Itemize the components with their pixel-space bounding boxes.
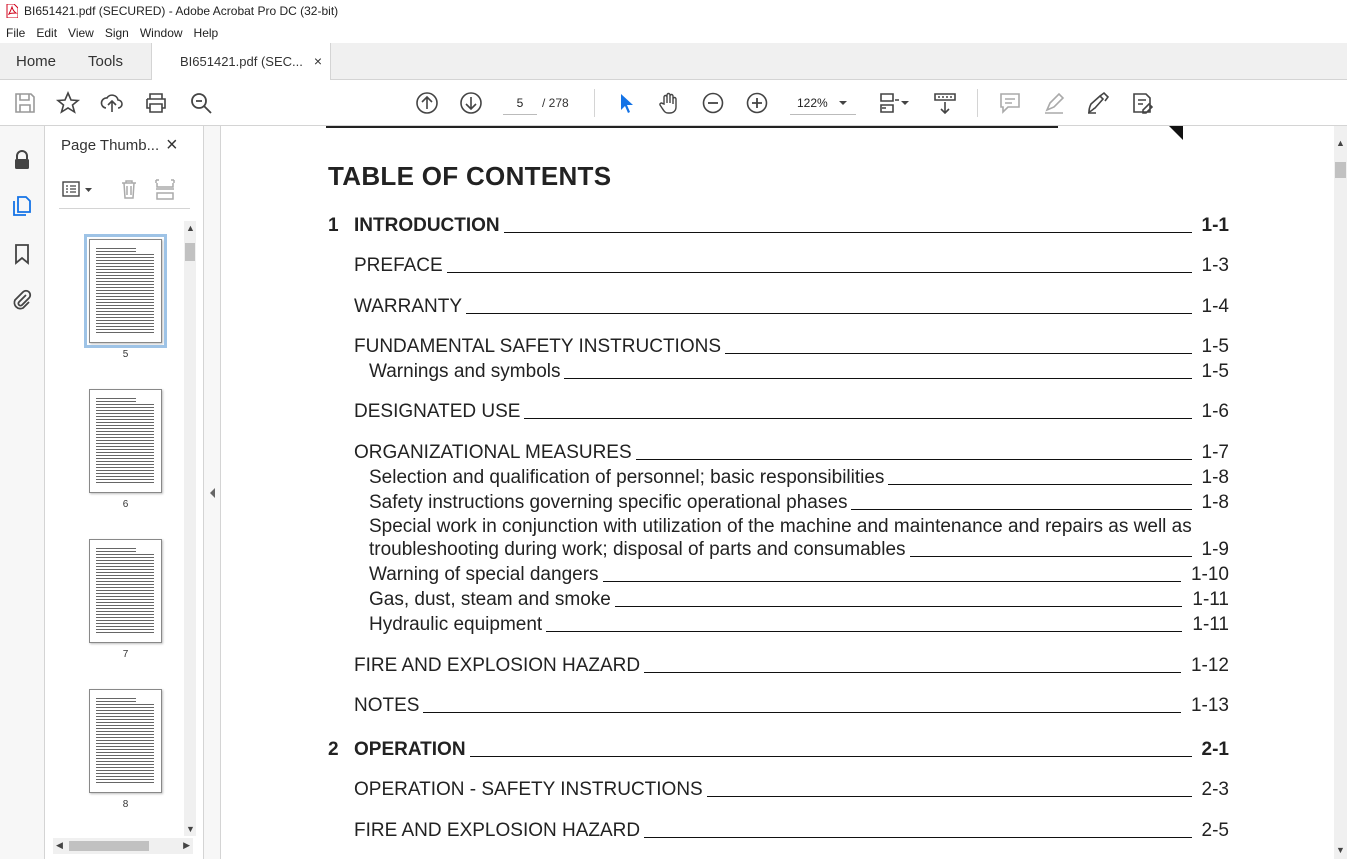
zoom-in-icon[interactable] [744, 90, 770, 116]
thumbnail-text-line [96, 575, 154, 576]
page-number-input[interactable]: 5 [503, 91, 537, 115]
thumbnail-text-line [96, 710, 154, 711]
page-thumbnail-number: 7 [122, 649, 129, 660]
thumbnail-text-line [96, 704, 154, 705]
toc-leader-line [466, 313, 1192, 314]
toc-entry[interactable] [369, 492, 1229, 514]
thumbnail-text-line [96, 611, 154, 612]
toc-entry[interactable] [354, 336, 1229, 358]
page-thumbnail-number: 8 [122, 799, 129, 810]
tab-close-icon[interactable]: × [313, 53, 322, 69]
thumbnail-text-line [96, 749, 154, 750]
toc-leader-line [910, 556, 1192, 557]
thumbnail-text-line [96, 437, 154, 438]
thumbnail-horizontal-scrollbar[interactable]: ◀ ▶ [53, 838, 193, 854]
page-corner-mark [1169, 126, 1185, 142]
thumbnail-text-line [96, 425, 154, 426]
thumbnail-text-line [96, 782, 154, 783]
thumbnail-text-line [96, 422, 154, 423]
thumbnail-text-line [96, 581, 154, 582]
thumbnail-text-line [96, 608, 154, 609]
toc-page-number: 1-6 [1201, 401, 1229, 422]
page-thumbnail[interactable] [89, 539, 162, 643]
thumbnail-text-line [96, 440, 154, 441]
left-rail [0, 126, 45, 859]
toc-entry[interactable] [369, 539, 1229, 561]
toc-entry-label: Selection and qualification of personnel; basic responsibilities [369, 467, 885, 488]
toc-chapter-number: 2 [328, 739, 339, 760]
toc-page-number: 2-5 [1201, 820, 1229, 841]
toc-entry-label: ORGANIZATIONAL MEASURES [354, 442, 632, 463]
highlight-pen-icon[interactable] [1041, 90, 1067, 116]
toc-entry[interactable] [328, 215, 1229, 237]
toc-page-number: 1-12 [1190, 655, 1229, 676]
page-top-rule [326, 126, 1058, 128]
document-scrollbar[interactable]: ▲ ▼ [1334, 126, 1347, 859]
toc-leader-line [423, 712, 1181, 713]
thumbnail-text-line [96, 290, 154, 291]
thumbnail-text-line [96, 326, 154, 327]
toc-entry[interactable] [354, 779, 1229, 801]
thumbnail-text-line [96, 452, 154, 453]
toolbar-separator [977, 89, 978, 117]
toc-title: TABLE OF CONTENTS [328, 161, 612, 191]
toc-leader-line [447, 272, 1192, 273]
toc-leader-line [888, 484, 1191, 485]
page-fit-chevron-icon[interactable] [898, 96, 912, 110]
thumbnail-text-line [96, 467, 154, 468]
main-toolbar [0, 80, 1347, 126]
thumbnail-list [45, 221, 185, 836]
toc-leader-line [725, 353, 1192, 354]
toc-leader-line [707, 796, 1192, 797]
thumbnail-text-line [96, 701, 136, 702]
pdf-app-icon [6, 4, 18, 18]
thumbnail-text-line [96, 473, 154, 474]
thumbnail-text-line [96, 761, 154, 762]
thumbnail-text-line [96, 254, 154, 255]
toc-entry-label: PREFACE [354, 255, 443, 276]
thumbnail-text-line [96, 272, 154, 273]
thumbnail-text-line [96, 455, 154, 456]
toc-entry-label: WARRANTY [354, 296, 463, 317]
toc-page-number: 1-8 [1201, 467, 1229, 488]
toc-entry[interactable] [354, 655, 1229, 677]
thumbnail-text-line [96, 260, 154, 261]
menu-help[interactable]: Help [193, 25, 219, 40]
thumbnail-text-line [96, 734, 154, 735]
thumbnail-text-line [96, 314, 154, 315]
toc-leader-line [644, 837, 1191, 838]
thumbnail-text-line [96, 614, 154, 615]
thumbnail-text-line [96, 443, 154, 444]
thumbnail-text-line [96, 416, 154, 417]
thumbnail-text-line [96, 770, 154, 771]
thumbnail-text-line [96, 320, 154, 321]
thumbnail-text-line [96, 431, 154, 432]
thumbnail-text-line [96, 428, 154, 429]
toc-entry-label: OPERATION - SAFETY INSTRUCTIONS [354, 779, 703, 800]
thumbnail-text-line [96, 587, 154, 588]
thumbnail-text-line [96, 605, 154, 606]
menu-view[interactable]: View [68, 25, 94, 40]
toc-leader-line [470, 756, 1192, 757]
fill-sign-icon[interactable] [1129, 90, 1155, 116]
toc-entry-label: FIRE AND EXPLOSION HAZARD [354, 820, 641, 841]
thumbnail-text-line [96, 479, 154, 480]
toc-entry[interactable] [354, 296, 1229, 318]
toc-leader-line [546, 631, 1182, 632]
thumbnail-text-line [96, 317, 154, 318]
window-title: BI651421.pdf (SECURED) - Adobe Acrobat Pro DC (32-bit) [24, 4, 339, 18]
toc-entry-label: Warnings and symbols [369, 361, 561, 382]
delete-page-icon[interactable] [117, 177, 141, 201]
hand-tool-icon[interactable] [656, 90, 682, 116]
thumbnail-text-line [96, 632, 154, 633]
page-thumbnail-number: 6 [122, 499, 129, 510]
menu-file[interactable]: File [6, 25, 26, 40]
thumbnail-text-line [96, 407, 154, 408]
page-thumbnails-panel [45, 126, 204, 859]
thumbnail-text-line [96, 722, 154, 723]
save-icon[interactable] [12, 90, 38, 116]
tab-bar [0, 43, 1347, 80]
thumbnail-text-line [96, 413, 154, 414]
toc-entry-label: Gas, dust, steam and smoke [369, 589, 611, 610]
thumbnail-text-line [96, 470, 154, 471]
panel-close-icon[interactable]: × [166, 134, 178, 156]
thumbnail-text-line [96, 755, 154, 756]
thumbnail-text-line [96, 725, 154, 726]
toc-page-number: 2-3 [1201, 779, 1229, 800]
thumbnail-text-line [96, 275, 154, 276]
thumbnail-text-line [96, 410, 154, 411]
thumbnail-options-icon[interactable] [61, 179, 97, 201]
thumbnail-text-line [96, 482, 154, 483]
thumbnail-text-line [96, 257, 154, 258]
toc-leader-line [524, 418, 1191, 419]
toc-entry[interactable] [354, 255, 1229, 277]
thumbnail-scrollbar[interactable]: ▲ ▼ [186, 223, 195, 834]
thumbnail-text-line [96, 302, 154, 303]
thumbnail-text-line [96, 623, 154, 624]
thumbnail-text-line [96, 461, 154, 462]
thumbnail-text-line [96, 248, 136, 249]
thumbnail-text-line [96, 698, 136, 699]
toc-entry-label: NOTES [354, 695, 420, 716]
menu-window[interactable]: Window [139, 25, 183, 40]
thumbnail-text-line [96, 554, 154, 555]
menu-bar [0, 22, 1347, 43]
toc-entry[interactable] [369, 614, 1229, 636]
toc-entry[interactable] [328, 739, 1229, 761]
thumbnail-text-line [96, 449, 154, 450]
toc-page-number: 1-1 [1201, 215, 1229, 236]
page-total: / 278 [542, 96, 569, 110]
menu-sign[interactable]: Sign [104, 25, 129, 40]
thumbnail-text-line [96, 596, 154, 597]
thumbnail-text-line [96, 329, 154, 330]
thumbnail-text-line [96, 593, 154, 594]
extract-page-icon[interactable] [153, 177, 177, 201]
toc-entry[interactable] [354, 442, 1229, 464]
thumbnail-text-line [96, 458, 154, 459]
thumbnail-text-line [96, 758, 154, 759]
thumbnail-text-line [96, 569, 154, 570]
toc-page-number: 1-11 [1192, 614, 1229, 635]
thumbnail-text-line [96, 404, 154, 405]
select-cursor-icon[interactable] [613, 90, 639, 116]
toc-entry[interactable] [369, 564, 1229, 586]
toc-page-number: 1-9 [1201, 539, 1229, 560]
toc-entry[interactable] [369, 467, 1229, 489]
toc-page-number: 1-4 [1201, 296, 1229, 317]
toc-entry[interactable] [354, 820, 1229, 842]
toc-page-number: 2-1 [1201, 739, 1229, 760]
lock-icon[interactable] [10, 148, 34, 172]
thumbnail-text-line [96, 590, 154, 591]
toc-entry-label: FUNDAMENTAL SAFETY INSTRUCTIONS [354, 336, 722, 357]
toc-chapter-number: 1 [328, 215, 339, 236]
next-page-icon[interactable] [458, 90, 484, 116]
toc-page-number: 1-8 [1201, 492, 1229, 513]
thumbnail-text-line [96, 743, 154, 744]
print-icon[interactable] [143, 90, 169, 116]
thumbnail-text-line [96, 398, 136, 399]
thumbnail-text-line [96, 776, 154, 777]
thumbnail-text-line [96, 323, 154, 324]
bookmark-icon[interactable] [10, 242, 34, 266]
thumbnail-text-line [96, 311, 154, 312]
thumbnail-text-line [96, 584, 154, 585]
thumbnail-text-line [96, 269, 154, 270]
thumbnail-text-line [96, 764, 154, 765]
thumbnail-text-line [96, 434, 154, 435]
page-thumbnail[interactable] [89, 689, 162, 793]
tab-document[interactable] [151, 43, 331, 81]
tab-tools[interactable]: Tools [88, 53, 124, 70]
thumbnail-text-line [96, 308, 154, 309]
thumbnail-text-line [96, 563, 154, 564]
thumbnail-text-line [96, 752, 154, 753]
thumbnail-text-line [96, 278, 154, 279]
toc-entry[interactable] [354, 695, 1229, 717]
page-thumbnail[interactable] [89, 239, 162, 343]
thumbnail-text-line [96, 740, 154, 741]
thumbnail-text-line [96, 401, 136, 402]
thumbnail-text-line [96, 746, 154, 747]
previous-page-icon[interactable] [414, 90, 440, 116]
thumbnail-text-line [96, 548, 136, 549]
thumbnail-text-line [96, 602, 154, 603]
page-thumbnail-number: 5 [122, 349, 129, 360]
toc-page-number: 1-13 [1190, 695, 1229, 716]
tab-document-label: BI651421.pdf (SEC... [180, 54, 303, 69]
thumbnail-text-line [96, 767, 154, 768]
toc-entry[interactable] [369, 361, 1229, 383]
thumbnail-text-line [96, 305, 154, 306]
thumbnail-toolbar [59, 173, 190, 209]
thumbnail-text-line [96, 281, 154, 282]
toc-entry-label: Safety instructions governing specific operational phases [369, 492, 848, 513]
thumbnail-text-line [96, 266, 154, 267]
zoom-level-input[interactable]: 122% [790, 91, 856, 115]
thumbnail-text-line [96, 263, 154, 264]
toc-page-number: 1-5 [1201, 361, 1229, 382]
thumbnail-text-line [96, 599, 154, 600]
toc-leader-line [564, 378, 1191, 379]
toc-entry-label: OPERATION [354, 739, 466, 760]
toc-leader-line [644, 672, 1181, 673]
thumbnail-text-line [96, 464, 154, 465]
thumbnail-text-line [96, 251, 136, 252]
thumbnail-text-line [96, 626, 154, 627]
thumbnail-text-line [96, 287, 154, 288]
page-thumbnails-icon[interactable] [10, 194, 34, 218]
scroll-mode-icon[interactable] [932, 90, 958, 116]
comment-icon[interactable] [997, 90, 1023, 116]
toc-entry-label: Hydraulic equipment [369, 614, 543, 635]
page-thumbnail[interactable] [89, 389, 162, 493]
toc-leader-line [851, 509, 1191, 510]
thumbnail-text-line [96, 284, 154, 285]
window-titlebar [0, 0, 1347, 22]
toc-leader-line [603, 581, 1181, 582]
thumbnail-text-line [96, 728, 154, 729]
toc-page-number: 1-3 [1201, 255, 1229, 276]
toc-page-number: 1-11 [1192, 589, 1229, 610]
toc-entry-label: troubleshooting during work; disposal of parts and consumables [369, 539, 906, 560]
attachment-icon[interactable] [10, 288, 34, 312]
thumbnail-text-line [96, 716, 154, 717]
thumbnail-text-line [96, 332, 154, 333]
thumbnail-text-line [96, 731, 154, 732]
thumbnail-text-line [96, 557, 154, 558]
toc-leader-line [504, 232, 1192, 233]
thumbnail-text-line [96, 566, 154, 567]
zoom-out-icon[interactable] [700, 90, 726, 116]
thumbnail-text-line [96, 296, 154, 297]
thumbnail-text-line [96, 773, 154, 774]
thumbnail-text-line [96, 719, 154, 720]
thumbnail-text-line [96, 779, 154, 780]
toc-entry-label: Warning of special dangers [369, 564, 599, 585]
toc-entry-label-line1: Special work in conjunction with utilization of the machine and maintenance and repairs as well as [369, 516, 1192, 537]
toolbar-separator [594, 89, 595, 117]
thumbnail-text-line [96, 551, 136, 552]
toc-entry-label: DESIGNATED USE [354, 401, 521, 422]
thumbnail-text-line [96, 737, 154, 738]
toc-leader-line [636, 459, 1192, 460]
thumbnail-text-line [96, 419, 154, 420]
bookmark-star-icon[interactable] [55, 90, 81, 116]
thumbnail-text-line [96, 620, 154, 621]
toc-page-number: 1-10 [1190, 564, 1229, 585]
thumbnail-text-line [96, 446, 154, 447]
sign-pen-icon[interactable] [1085, 90, 1111, 116]
thumbnail-text-line [96, 572, 154, 573]
toc-entry[interactable] [354, 401, 1229, 423]
thumbnail-text-line [96, 707, 154, 708]
thumbnail-text-line [96, 293, 154, 294]
toc-entry[interactable] [369, 589, 1229, 611]
menu-edit[interactable]: Edit [36, 25, 58, 40]
toc-page-number: 1-5 [1201, 336, 1229, 357]
tab-home[interactable]: Home [16, 53, 57, 70]
collapse-arrow-icon[interactable] [208, 487, 217, 499]
panel-collapse-handle[interactable] [204, 126, 221, 859]
thumbnail-text-line [96, 578, 154, 579]
thumbnail-text-line [96, 617, 154, 618]
document-viewer[interactable] [221, 126, 1334, 859]
toc-entry-label: INTRODUCTION [354, 215, 500, 236]
search-zoom-icon[interactable] [188, 90, 214, 116]
toc-entry-label: FIRE AND EXPLOSION HAZARD [354, 655, 641, 676]
thumbnail-text-line [96, 713, 154, 714]
thumbnail-text-line [96, 629, 154, 630]
panel-title: Page Thumb... [61, 137, 160, 154]
thumbnail-text-line [96, 560, 154, 561]
thumbnail-text-line [96, 299, 154, 300]
toc-page-number: 1-7 [1201, 442, 1229, 463]
share-upload-icon[interactable] [99, 90, 125, 116]
thumbnail-text-line [96, 476, 154, 477]
toc-leader-line [615, 606, 1183, 607]
